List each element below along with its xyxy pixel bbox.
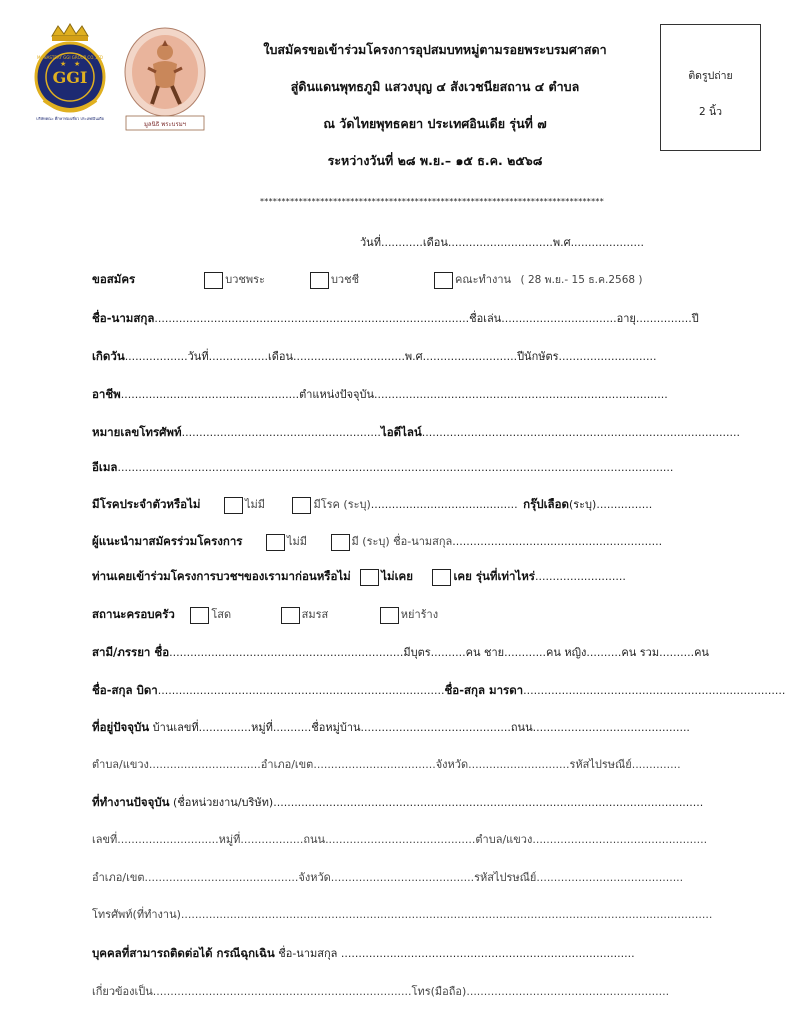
date-line[interactable]: วันที่............เดือน..............................พ.ศ..................... (360, 236, 644, 249)
spouse-label: สามี/ภรรยา ชื่อ (92, 645, 170, 659)
workplace-row[interactable] (92, 791, 704, 813)
photo-label-1: ติดรูปถ่าย (688, 70, 733, 82)
option-married: สมรส (301, 608, 329, 621)
title-line-3: ณ วัดไทยพุทธคยา ประเทศอินเดีย รุ่นที่ ๗ (323, 116, 547, 131)
birth-fill: ..................วันที่.................เดือน................................พ.ศ...........................ปีนักษัตร............................ (124, 350, 657, 363)
parents-row[interactable] (92, 679, 786, 701)
previous-row (92, 565, 682, 587)
line-id-fill: ........................................................................................... (421, 426, 740, 439)
job-row[interactable] (92, 383, 682, 405)
referrer-row (92, 530, 682, 552)
phone-label: หมายเลขโทรศัพท์ (92, 425, 182, 439)
option-single: โสด (211, 608, 232, 621)
ggi-bottom-text: บริษัทคณะ ศึกษาท่องเที่ยว ประเทศอินเดีย (36, 116, 104, 121)
emergency-fill: ชื่อ-นามสกุล .................................................................................... (274, 947, 635, 960)
option-monk: บวชพระ (225, 273, 265, 286)
ggi-logo (30, 22, 110, 122)
ggi-ring-text: MONASTERY GGI GROUP CO.,LTD (37, 55, 103, 60)
svg-text:★: ★ (74, 60, 81, 68)
emergency-row[interactable] (92, 942, 682, 964)
address-fill: บ้านเลขที่...............หมู่ที่...........ชื่อหมู่บ้าน...........................................ถนน............................................. (149, 721, 690, 734)
spouse-fill: ...................................................................มีบุตร..........คน ชาย............คน หญิง..........คน รวม..........คน (169, 646, 709, 659)
option-has-disease: มีโรค (ระบุ) (313, 498, 371, 511)
job-fill: ...................................................ตำแหน่งปัจจุบัน.................................................................................... (120, 388, 668, 401)
name-row[interactable] (92, 307, 699, 329)
ggi-logo-text: GGI (52, 68, 88, 87)
address-label: ที่อยู่ปัจจุบัน (92, 720, 150, 734)
previous-label: ท่านเคยเข้าร่วมโครงการบวชฯของเรามาก่อนหรือไม่ (92, 569, 351, 583)
divider-stars: ******************************************************************************** (260, 197, 604, 206)
option-nun: บวชชี (330, 273, 360, 286)
blood-group-fill[interactable]: (ระบุ)................ (568, 498, 653, 511)
address-line-2[interactable]: ตำบล/แขวง................................อำเภอ/เขต...................................จังหวัด.............................รหัสไปรษณีย์.............. (92, 758, 681, 771)
email-row[interactable] (92, 456, 682, 478)
option-never: ไม่เคย (381, 569, 413, 583)
mother-fill: ........................................................................... (523, 684, 786, 697)
birth-row[interactable] (92, 345, 682, 367)
form-title (220, 40, 650, 188)
father-fill: .................................................................................. (157, 684, 445, 697)
marital-label: สถานะครอบครัว (92, 607, 175, 621)
option-staff: คณะทำงาน (455, 273, 512, 286)
photo-label-2: 2 นิ้ว (698, 106, 723, 118)
emergency-label: บุคคลที่สามารถติดต่อได้ กรณีฉุกเฉิน (92, 946, 275, 960)
disease-fill[interactable]: .......................................... (370, 498, 518, 511)
email-label: อีเมล (92, 460, 118, 474)
title-line-1: ใบสมัครขอเข้าร่วมโครงการอุปสมบทหมู่ตามรอยพระบรมศาสดา (263, 42, 607, 57)
job-label: อาชีพ (92, 387, 121, 401)
workplace-fill: (ชื่อหน่วยงาน/บริษัท)........................................................................................................................... (169, 796, 704, 809)
father-label: ชื่อ-สกุล บิดา (92, 683, 158, 697)
marital-row (92, 603, 682, 625)
disease-row (92, 493, 682, 515)
checkbox-no-referrer[interactable] (266, 534, 285, 551)
option-has-referrer: มี (ระบุ) ชื่อ-นามสกุล (351, 535, 453, 548)
checkbox-has-disease[interactable] (292, 497, 311, 514)
workplace-line-2[interactable]: เลขที่.............................หมู่ที่..................ถนน...........................................ตำบล/แขวง.................................................. (92, 833, 708, 846)
option-staff-note: ( 28 พ.ย.- 15 ธ.ค.2568 ) (520, 274, 643, 286)
checkbox-never[interactable] (360, 569, 379, 586)
checkbox-has-referrer[interactable] (331, 534, 350, 551)
option-no-disease: ไม่มี (244, 498, 265, 511)
checkbox-staff[interactable] (434, 272, 453, 289)
figure-logo-caption: มูลนิธิ พระบรมฯ (143, 121, 187, 128)
apply-row (92, 268, 682, 290)
photo-box[interactable] (660, 24, 761, 151)
svg-text:★: ★ (60, 60, 67, 68)
name-label: ชื่อ-นามสกุล (92, 311, 155, 325)
apply-label: ขอสมัคร (92, 272, 136, 286)
checkbox-nun[interactable] (310, 272, 329, 289)
workplace-phone-line[interactable]: โทรศัพท์(ที่ทำงาน)........................................................................................................................................................ (92, 908, 713, 921)
checkbox-divorced[interactable] (380, 607, 399, 624)
title-line-2: สู่ดินแดนพุทธภูมิ แสวงบุญ ๔ สังเวชนียสถาน ๔ ตำบล (290, 79, 580, 94)
monk-figure-logo (118, 24, 212, 134)
workplace-line-3[interactable]: อำเภอ/เขต............................................จังหวัด.........................................รหัสไปรษณีย์.......................................... (92, 871, 684, 884)
previous-batch-fill[interactable]: .......................... (534, 570, 626, 583)
option-divorced: หย่าร้าง (400, 608, 439, 621)
line-id-label: ไอดีไลน์ (380, 425, 422, 439)
address-row[interactable] (92, 716, 690, 738)
phone-fill: ......................................................... (181, 426, 381, 439)
checkbox-previous-yes[interactable] (432, 569, 451, 586)
phone-row[interactable] (92, 421, 740, 443)
email-fill: ............................................................................................................................................................... (117, 461, 674, 474)
disease-label: มีโรคประจำตัวหรือไม่ (92, 497, 201, 511)
checkbox-monk[interactable] (204, 272, 223, 289)
referrer-label: ผู้แนะนำมาสมัครร่วมโครงการ (92, 534, 243, 548)
spouse-row[interactable] (92, 641, 709, 663)
checkbox-no-disease[interactable] (224, 497, 243, 514)
referrer-fill[interactable]: ............................................................ (452, 535, 663, 548)
checkbox-married[interactable] (281, 607, 300, 624)
blood-group-label: กรุ๊ปเลือด (523, 497, 569, 511)
option-no-referrer: ไม่มี (287, 535, 308, 548)
name-fill: ..........................................................................................ชื่อเล่น.................................อายุ................ปี (154, 312, 699, 325)
checkbox-single[interactable] (190, 607, 209, 624)
workplace-label: ที่ทำงานปัจจุบัน (92, 795, 170, 809)
title-line-4: ระหว่างวันที่ ๒๘ พ.ย.– ๑๕ ธ.ค. ๒๕๖๘ (327, 153, 543, 168)
mother-label: ชื่อ-สกุล มารดา (444, 683, 524, 697)
emergency-line-2[interactable]: เกี่ยวข้องเป็น..........................................................................โทร(มือถือ).......................................................... (92, 985, 670, 998)
birth-label: เกิดวัน (92, 349, 125, 363)
option-previous-yes: เคย รุ่นที่เท่าไหร่ (453, 569, 535, 583)
